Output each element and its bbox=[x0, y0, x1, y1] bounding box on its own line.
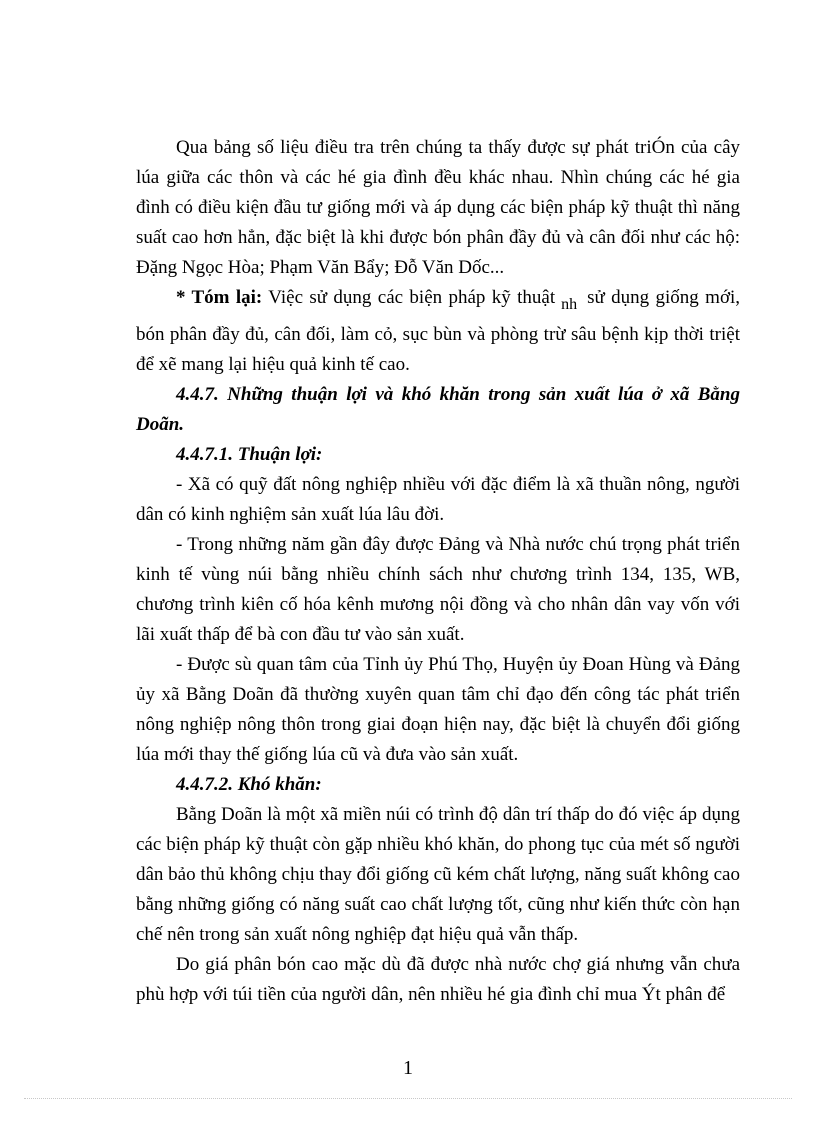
difficulty-item-fertilizer: Do giá phân bón cao mặc dù đã được nhà nước chợ giá nhưng vẫn chưa phù hợp với túi tiền của người dân, nên nhiều hé gia đình chỉ mua Ýt phân để bbox=[136, 954, 740, 1005]
document-body bbox=[136, 133, 740, 1010]
conclusion-label: * Tóm lại: bbox=[176, 287, 263, 308]
paragraph-conclusion bbox=[136, 283, 740, 380]
paragraph-survey-summary: Qua bảng số liệu điều tra trên chúng ta thấy được sự phát triÓn của cây lúa giữa các thôn và các hé gia đình đều khác nhau. Nhìn chúng các hé gia đình có điều kiện đầu tư giống mới và áp dụng các biện pháp kỹ thuật thì năng suất cao hơn hẳn, đặc biệt là khi được bón phân đầy đủ và cân đối như các hộ: Đặng Ngọc Hòa; Phạm Văn Bẩy; Đỗ Văn Dốc... bbox=[136, 137, 740, 278]
section-heading-advantages-difficulties: 4.4.7. Những thuận lợi và khó khăn trong sản xuất lúa ở xã Bằng Doãn. bbox=[136, 384, 740, 435]
conclusion-text-before: Việc sử dụng các biện pháp kỹ thuật bbox=[262, 287, 556, 308]
conclusion-text-after: sử dụng giống mới, bón phân đầy đủ, cân đối, làm cỏ, sục bùn và phòng trừ sâu bệnh kịp thời triệt để xẽ mang lại hiệu quả kinh tế cao. bbox=[136, 287, 741, 375]
subsection-heading-difficulties: 4.4.7.2. Khó khăn: bbox=[176, 774, 322, 795]
advantage-item-land: - Xã có quỹ đất nông nghiệp nhiều với đặc điểm là xã thuần nông, người dân có kinh nghiệm sản xuất lúa lâu đời. bbox=[136, 474, 740, 525]
inline-small-text: nh bbox=[561, 296, 578, 313]
advantage-item-leadership: - Được sù quan tâm của Tỉnh ủy Phú Thọ, Huyện ủy Đoan Hùng và Đảng ủy xã Bằng Doãn đã thường xuyên quan tâm chỉ đạo đến công tác phát triển nông nghiệp nông thôn trong giai đoạn hiện nay, đặc biệt là chuyển đổi giống lúa mới thay thế giống lúa cũ và đưa vào sản xuất. bbox=[136, 654, 740, 765]
subsection-heading-advantages: 4.4.7.1. Thuận lợi: bbox=[176, 444, 323, 465]
difficulty-item-technique: Bằng Doãn là một xã miền núi có trình độ dân trí thấp do đó việc áp dụng các biện pháp kỹ thuật còn gặp nhiều khó khăn, do phong tục của mét số người dân bảo thủ không chịu thay đổi giống cũ kém chất lượng, năng suất không cao bằng những giống có năng suất cao chất lượng tốt, cũng như kiến thức còn hạn chế nên trong sản xuất nông nghiệp đạt hiệu quả vẫn thấp. bbox=[136, 804, 740, 945]
page-footer-divider bbox=[24, 1098, 792, 1099]
page-number: 1 bbox=[403, 1057, 413, 1079]
advantage-item-policy: - Trong những năm gần đây được Đảng và Nhà nước chú trọng phát triển kinh tế vùng núi bằng nhiều chính sách như chương trình 134, 135, WB, chương trình kiên cố hóa kênh mương nội đồng và cho nhân dân vay vốn với lãi xuất thấp để bà con đầu tư vào sản xuất. bbox=[136, 534, 740, 645]
